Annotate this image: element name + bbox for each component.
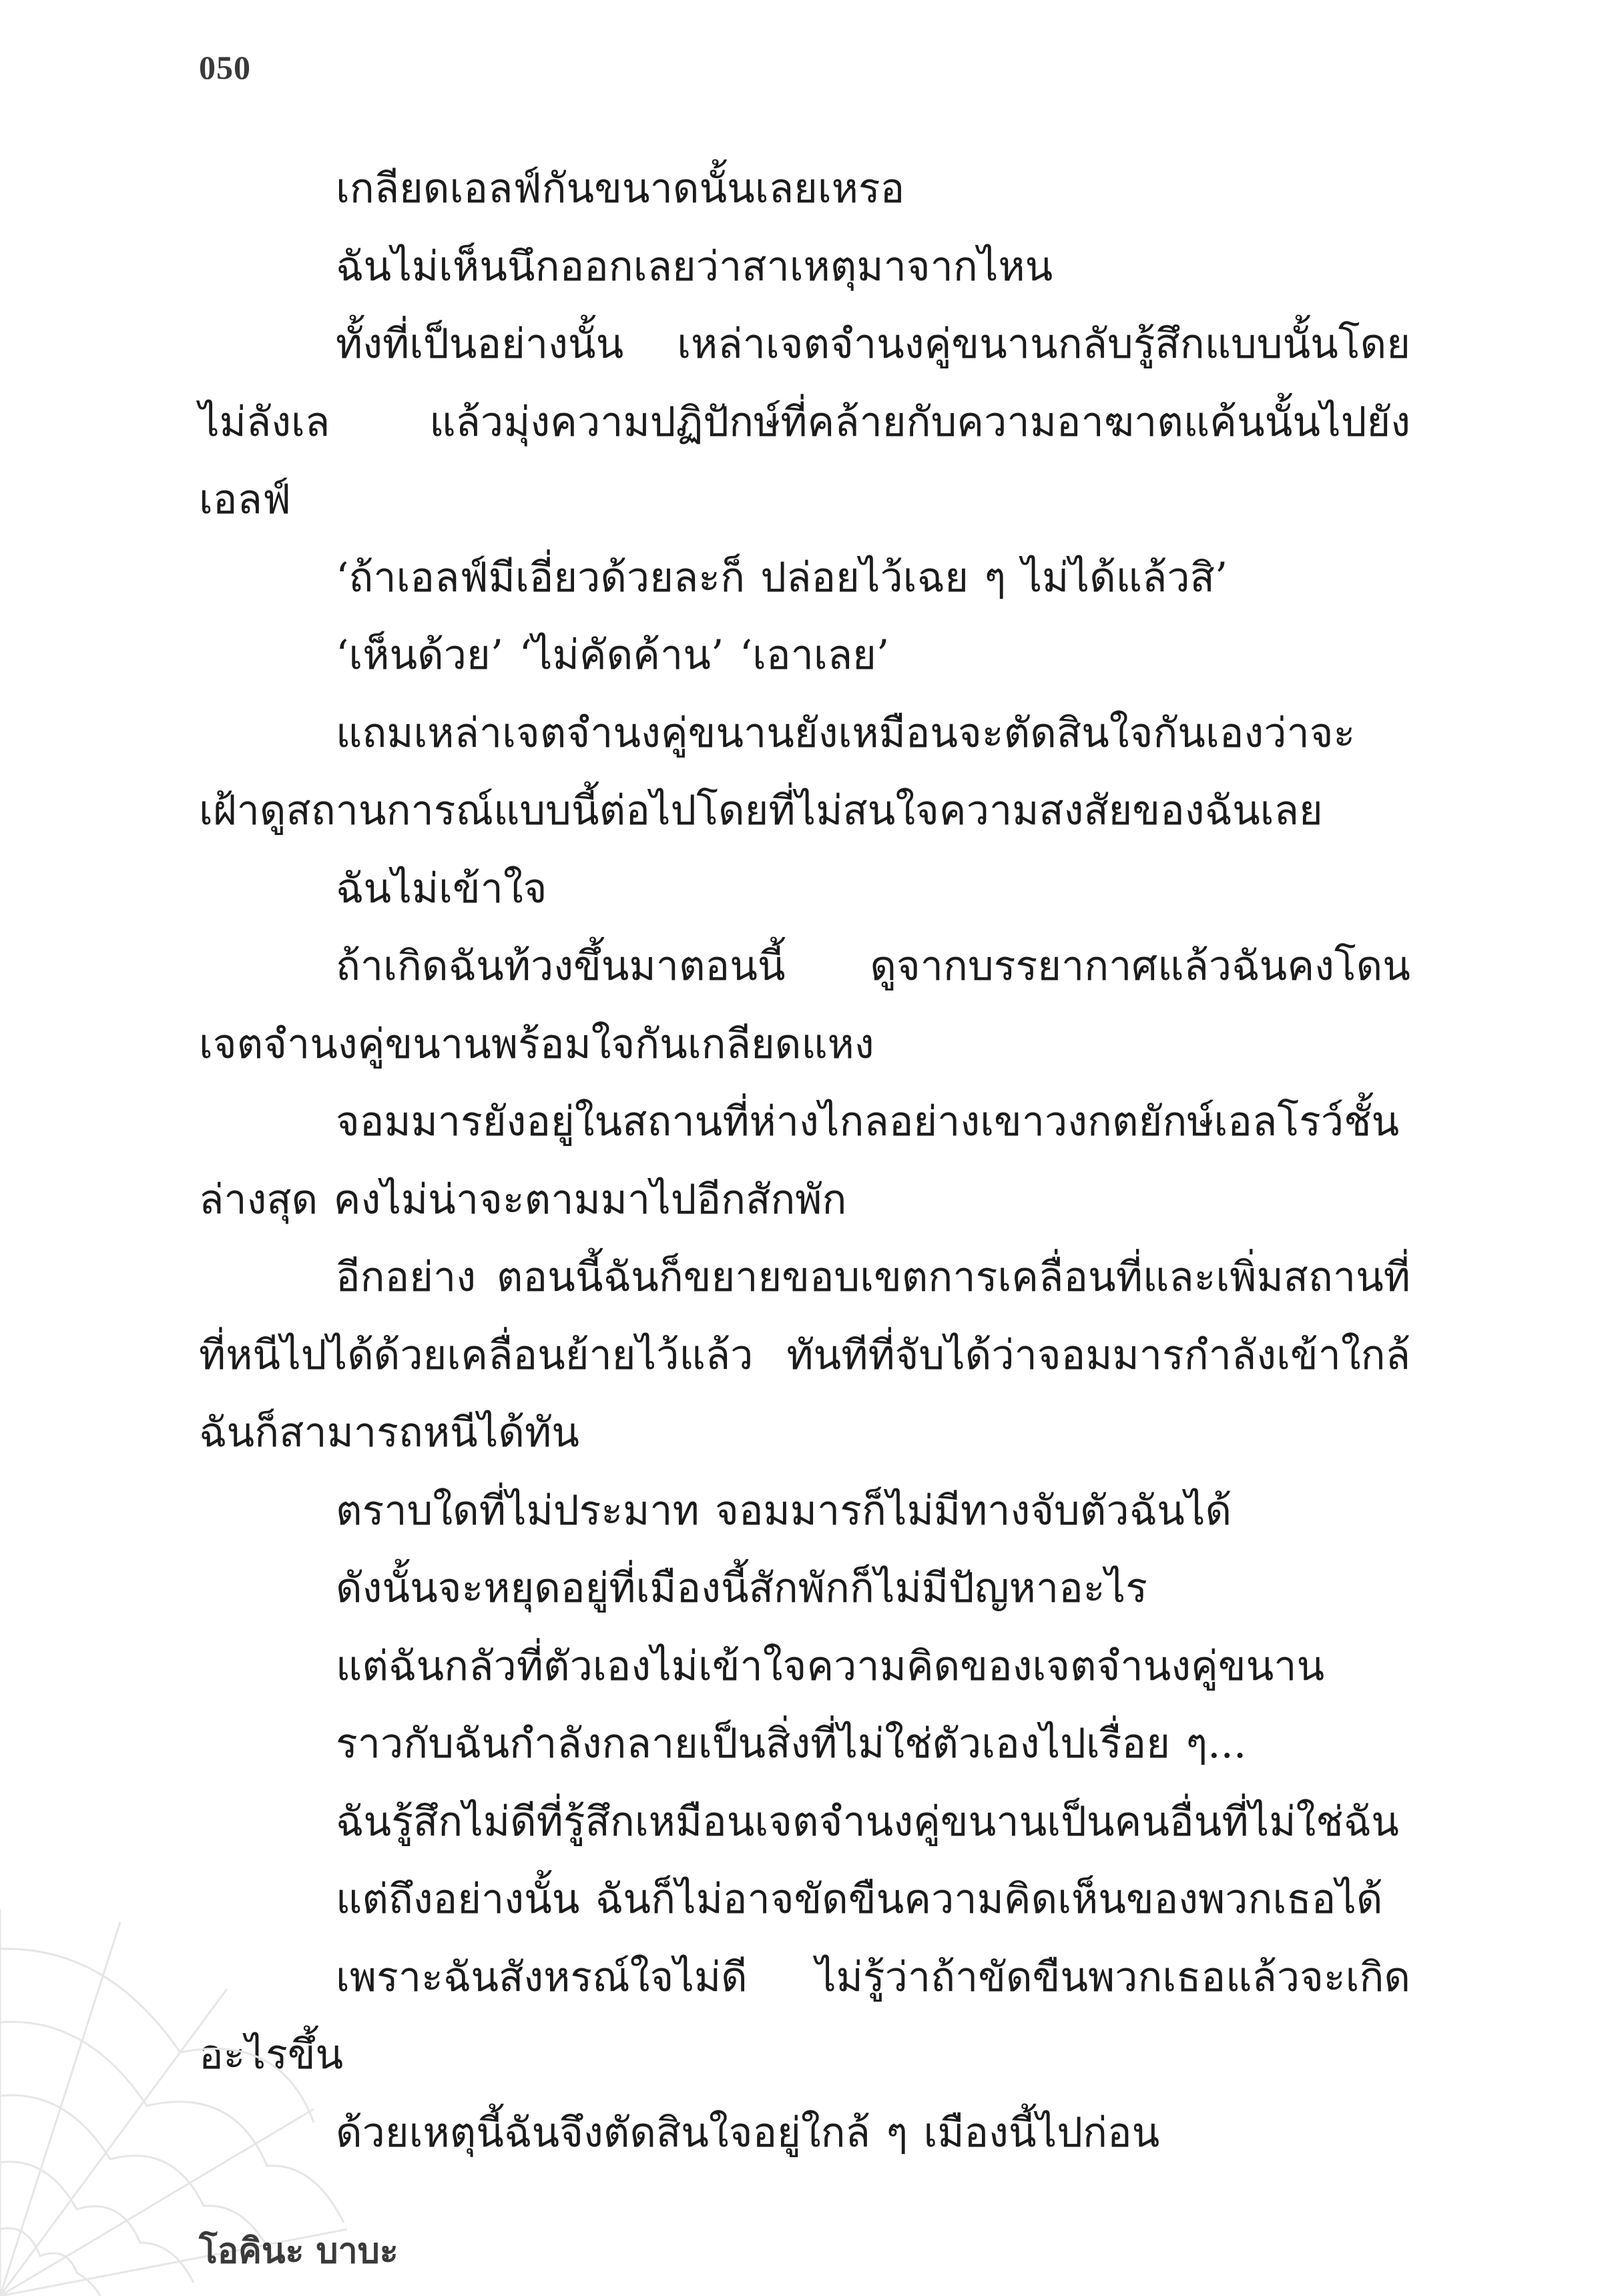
paragraph: ราวกับฉันกำลังกลายเป็นสิ่งที่ไม่ใช่ตัวเองไปเรื่อย ๆ... [336, 1720, 1247, 1767]
paragraph: ฉันรู้สึกไม่ดีที่รู้สึกเหมือนเจตจำนงคู่ขนานเป็นคนอื่นที่ไม่ใช่ฉัน [336, 1797, 1399, 1845]
paragraph: ฉันไม่เข้าใจ [336, 864, 547, 912]
paragraph: ถ้าเกิดฉันท้วงขึ้นมาตอนนี้ ดูจากบรรยากาศแล้วฉันคงโดนเจตจำนงคู่ขนานพร้อมใจกันเกลียดแหง [199, 942, 1410, 1068]
body-text [199, 150, 1410, 2172]
paragraph: แถมเหล่าเจตจำนงคู่ขนานยังเหมือนจะตัดสินใจกันเองว่าจะเฝ้าดูสถานการณ์แบบนี้ต่อไปโดยที่ไม่สนใจความสงสัยของฉันเลย [199, 709, 1356, 834]
paragraph: แต่ฉันกลัวที่ตัวเองไม่เข้าใจความคิดของเจตจำนงคู่ขนาน [336, 1642, 1325, 1690]
paragraph: จอมมารยังอยู่ในสถานที่ห่างไกลอย่างเขาวงกตยักษ์เอลโรว์ชั้นล่างสุด คงไม่น่าจะตามมาไปอีกสักพัก [199, 1098, 1400, 1223]
paragraph: ด้วยเหตุนี้ฉันจึงตัดสินใจอยู่ใกล้ ๆ เมืองนี้ไปก่อน [336, 2108, 1160, 2157]
paragraph: ดังนั้นจะหยุดอยู่ที่เมืองนี้สักพักก็ไม่มีปัญหาอะไร [336, 1564, 1147, 1612]
footer-author: โอคินะ บาบะ [199, 2231, 398, 2271]
paragraph: ทั้งที่เป็นอย่างนั้น เหล่าเจตจำนงคู่ขนานกลับรู้สึกแบบนั้นโดยไม่ลังเล แล้วมุ่งความปฏิปักษ์ที่คล้ายกับความอาฆาตแค้นนั้นไปยังเอลฟ์ [199, 320, 1410, 523]
paragraph: ฉันไม่เห็นนึกออกเลยว่าสาเหตุมาจากไหน [336, 242, 1053, 290]
paragraph: ตราบใดที่ไม่ประมาท จอมมารก็ไม่มีทางจับตัวฉันได้ [336, 1486, 1232, 1534]
page-number: 050 [199, 49, 251, 86]
paragraph: ‘เห็นด้วย’ ‘ไม่คัดค้าน’ ‘เอาเลย’ [336, 631, 890, 679]
paragraph: แต่ถึงอย่างนั้น ฉันก็ไม่อาจขัดขืนความคิดเห็นของพวกเธอได้ [336, 1876, 1383, 1923]
paragraph: เกลียดเอลฟ์กันขนาดนั้นเลยเหรอ [336, 165, 905, 212]
paragraph: อีกอย่าง ตอนนี้ฉันก็ขยายขอบเขตการเคลื่อนที่และเพิ่มสถานที่ที่หนีไปได้ด้วยเคลื่อนย้ายไว้แล้ว ทันทีที่จับได้ว่าจอมมารกำลังเข้าใกล้ ฉันก็สามารถหนีได้ทัน [199, 1253, 1410, 1456]
paragraph: เพราะฉันสังหรณ์ใจไม่ดี ไม่รู้ว่าถ้าขัดขืนพวกเธอแล้วจะเกิดอะไรขึ้น [199, 1953, 1410, 2078]
paragraph: ‘ถ้าเอลฟ์มีเอี่ยวด้วยละก็ ปล่อยไว้เฉย ๆ ไม่ได้แล้วสิ’ [336, 553, 1228, 601]
